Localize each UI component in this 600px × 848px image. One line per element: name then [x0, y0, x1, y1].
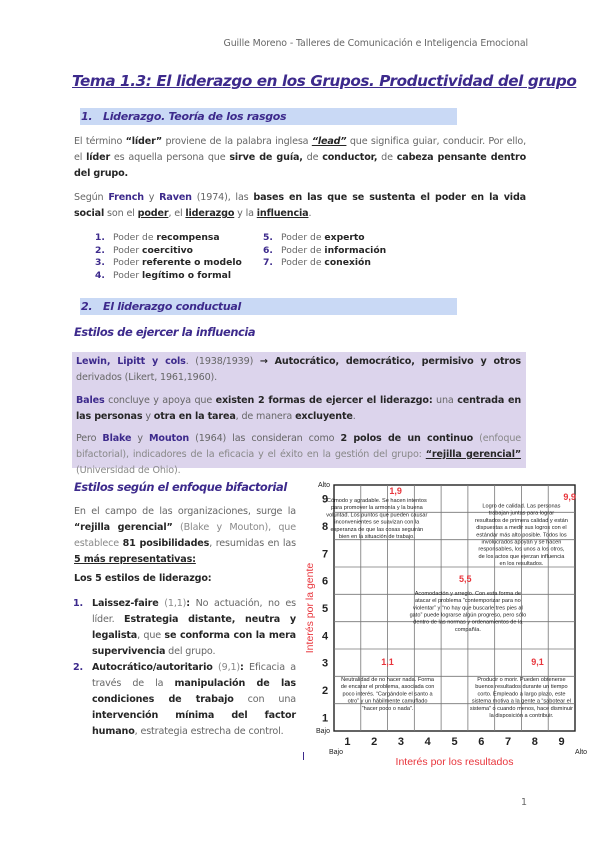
y-tick-label: 5 — [321, 603, 329, 615]
style-description-line: dentro de las normas y ordenamientos de la — [413, 619, 523, 626]
style-description-line: Neutralidad de no hacer nada. Forma — [341, 677, 435, 684]
style-description-line: la disposición a contribuir. — [489, 713, 554, 720]
list-item: 3. Poder referente o modelo — [95, 257, 242, 268]
x-tick-label: 3 — [397, 736, 405, 748]
x-tick-label: 9 — [558, 736, 565, 748]
y-tick-label: 2 — [321, 685, 329, 697]
managerial-grid-figure — [305, 478, 587, 770]
list-item: 7. Poder de conexión — [263, 257, 371, 268]
x-low-label: Bajo — [328, 749, 344, 756]
callout-lewin: Lewin, Lipitt y cols. (1938/1939) → Autocrático, democrático, permisivo y otros derivados (Likert, 1961,1960). — [76, 356, 521, 383]
style-description-line: gato” puede lograrse algún progreso, pero sólo — [409, 612, 527, 619]
y-tick-label: 1 — [321, 712, 329, 725]
style-description-line: dispuestas a medir sus logros con el — [476, 525, 567, 532]
paragraph-rejilla-intro: En el campo de las organizaciones, surge la “rejilla gerencial” (Blake y Mouton), que establece 81 posibilidades, resumidas en las 5 más representativas: — [74, 506, 296, 565]
page-number: 1 — [521, 797, 528, 808]
section-1-title: Liderazgo. Teoría de los rasgos — [103, 110, 287, 123]
document-title: Tema 1.3: El liderazgo en los Grupos. Productividad del grupo — [72, 72, 577, 90]
x-high-label: Alto — [574, 749, 587, 756]
style-description-line: estándar más alto posible. Todos los — [476, 532, 567, 539]
section-2-title: El liderazgo conductual — [103, 300, 242, 313]
style-description-line: de encarar el problema, asociada con — [340, 684, 435, 691]
cursor-mark — [303, 752, 304, 760]
subheading-influence-styles: Estilos de ejercer la influencia — [74, 325, 256, 339]
style-coord-label: 5,5 — [458, 573, 472, 584]
y-tick-label: 6 — [321, 575, 329, 588]
styles-heading: Los 5 estilos de liderazgo: — [74, 573, 212, 584]
y-tick-label: 4 — [321, 630, 329, 643]
style-coord-label: 9,9 — [563, 491, 576, 502]
style-description-line: sistema motiva a la gente a “sabotear el — [471, 698, 572, 705]
style-description-line: violentar” y “no hay que buscarle tres pies al — [413, 605, 523, 612]
style-description-line: atacar el problema “contemporizar para no — [415, 598, 521, 605]
style-description-line: esperanza de que las cosas seguirán — [330, 526, 424, 533]
style-item-autocratico: 2. Autocrático/autoritario (9,1): Eficacia a través de la manipulación de las condiciones de trabajo con una intervención mínima del factor humano, estrategia estrecha de control. — [73, 662, 296, 737]
powers-list-col2 — [263, 232, 386, 270]
style-description-line: Acomodación y arreglo. Con esta forma de — [414, 590, 522, 597]
style-description-line: bien en la situación de trabajo. — [338, 534, 415, 540]
subheading-bifactorial: Estilos según el enfoque bifactorial — [74, 480, 287, 494]
style-coord-label: 1,9 — [389, 485, 402, 496]
x-tick-label: 4 — [424, 736, 431, 748]
y-tick-label: 9 — [321, 493, 329, 506]
callout-bales: Bales concluye y apoya que existen 2 formas de ejercer el liderazgo: una centrada en las personas y otra en la tarea, de manera excluyente. — [76, 395, 522, 422]
list-item: 2. Poder coercitivo — [95, 244, 193, 256]
style-coord-label: 1,1 — [381, 657, 394, 668]
style-item-laissez-faire: 1. Laissez-faire (1,1): No actuación, no es líder. Estrategia distante, neutra y legalista, que se conforma con la mera supervivencia del grupo. — [73, 598, 297, 657]
style-description-line: voluntad. Los puntos que pueden causar — [326, 512, 428, 519]
style-description-line: resultados de primera calidad y están — [474, 517, 568, 524]
style-description-line: Logro de calidad. Las personas — [482, 503, 561, 510]
style-description-line: compañía. — [454, 626, 481, 633]
y-low-label: Bajo — [315, 728, 330, 735]
y-tick-label: 7 — [321, 548, 329, 561]
y-tick-label: 8 — [321, 521, 329, 533]
style-description-line: Cómodo y agradable. Se hacen intentos — [326, 498, 427, 504]
style-description-line: de los actos que ejerzan influencia — [478, 553, 565, 560]
y-tick-label: 3 — [321, 657, 329, 670]
callout-box — [72, 352, 526, 476]
x-tick-label: 6 — [478, 736, 485, 748]
list-item: 6. Poder de información — [263, 244, 387, 256]
managerial-grid-svg — [305, 478, 587, 770]
y-high-label: Alto — [317, 482, 330, 489]
x-tick-label: 5 — [451, 736, 458, 748]
style-coord-label: 9,1 — [531, 657, 544, 668]
callout-blake-mouton: Pero Blake y Mouton (1964) las consideran como 2 polos de un continuo (enfoque bifactorial), indicadores de la eficacia y el éxito en la gestión del grupo: “rejilla gerencial” (Universidad de Ohio). — [76, 433, 522, 476]
style-description-line: trabajan juntas para lograr — [488, 510, 555, 517]
style-description-line: involucrados apoyan y se hacen — [481, 539, 562, 546]
style-description-line: en los resultados. — [499, 561, 544, 568]
style-description-line: responsables, los unos a los otros, — [478, 546, 565, 553]
x-tick-label: 2 — [371, 736, 378, 748]
style-description-line: “hacer poco o nada”. — [361, 705, 414, 712]
style-description-line: poco interés. “Cargándole el santo a — [342, 691, 433, 698]
section-2-heading — [80, 298, 457, 315]
list-item: 4. Poder legítimo o formal — [95, 269, 232, 281]
section-1-number: 1. — [81, 110, 93, 123]
list-item: 5. Poder de experto — [263, 232, 365, 243]
section-2-number: 2. — [81, 300, 93, 313]
paragraph-french-raven: Según French y Raven (1974), las bases en las que se sustenta el poder en la vida social son el poder, el liderazgo y la influencia. — [74, 192, 526, 219]
style-description-line: sistema” o cuando menos, hace disminuir — [469, 705, 574, 712]
x-tick-label: 7 — [504, 736, 512, 748]
style-description-line: para promover la armonía y la buena — [330, 505, 423, 512]
style-description-line: inconvenientes se suavizan con la — [334, 519, 420, 526]
section-1-heading — [80, 108, 457, 125]
style-description-line: corto. Empleado a largo plazo, este — [477, 691, 566, 698]
style-description-line: otro” y un hábilmente camuflado — [347, 698, 428, 705]
powers-list-col1 — [95, 232, 242, 282]
list-item: 1. Poder de recompensa — [95, 232, 220, 243]
style-description-line: Producir o morir. Pueden obtenerse — [477, 677, 566, 684]
paragraph-lider-definition: El término “líder” proviene de la palabra inglesa “lead” que significa guiar, conducir. Por ello, el líder es aquella persona que sirve de guía, de conductor, de cabeza pensante dentro del grupo. — [74, 136, 527, 179]
x-axis-label: Interés por los resultados — [395, 756, 514, 768]
x-tick-label: 8 — [531, 736, 538, 748]
x-tick-label: 1 — [344, 736, 351, 748]
page-header: Guille Moreno - Talleres de Comunicación e Inteligencia Emocional — [223, 38, 528, 49]
y-axis-label: Interés por la gente — [305, 562, 316, 654]
style-description-line: buenos resultados durante un tiempo — [475, 684, 568, 691]
